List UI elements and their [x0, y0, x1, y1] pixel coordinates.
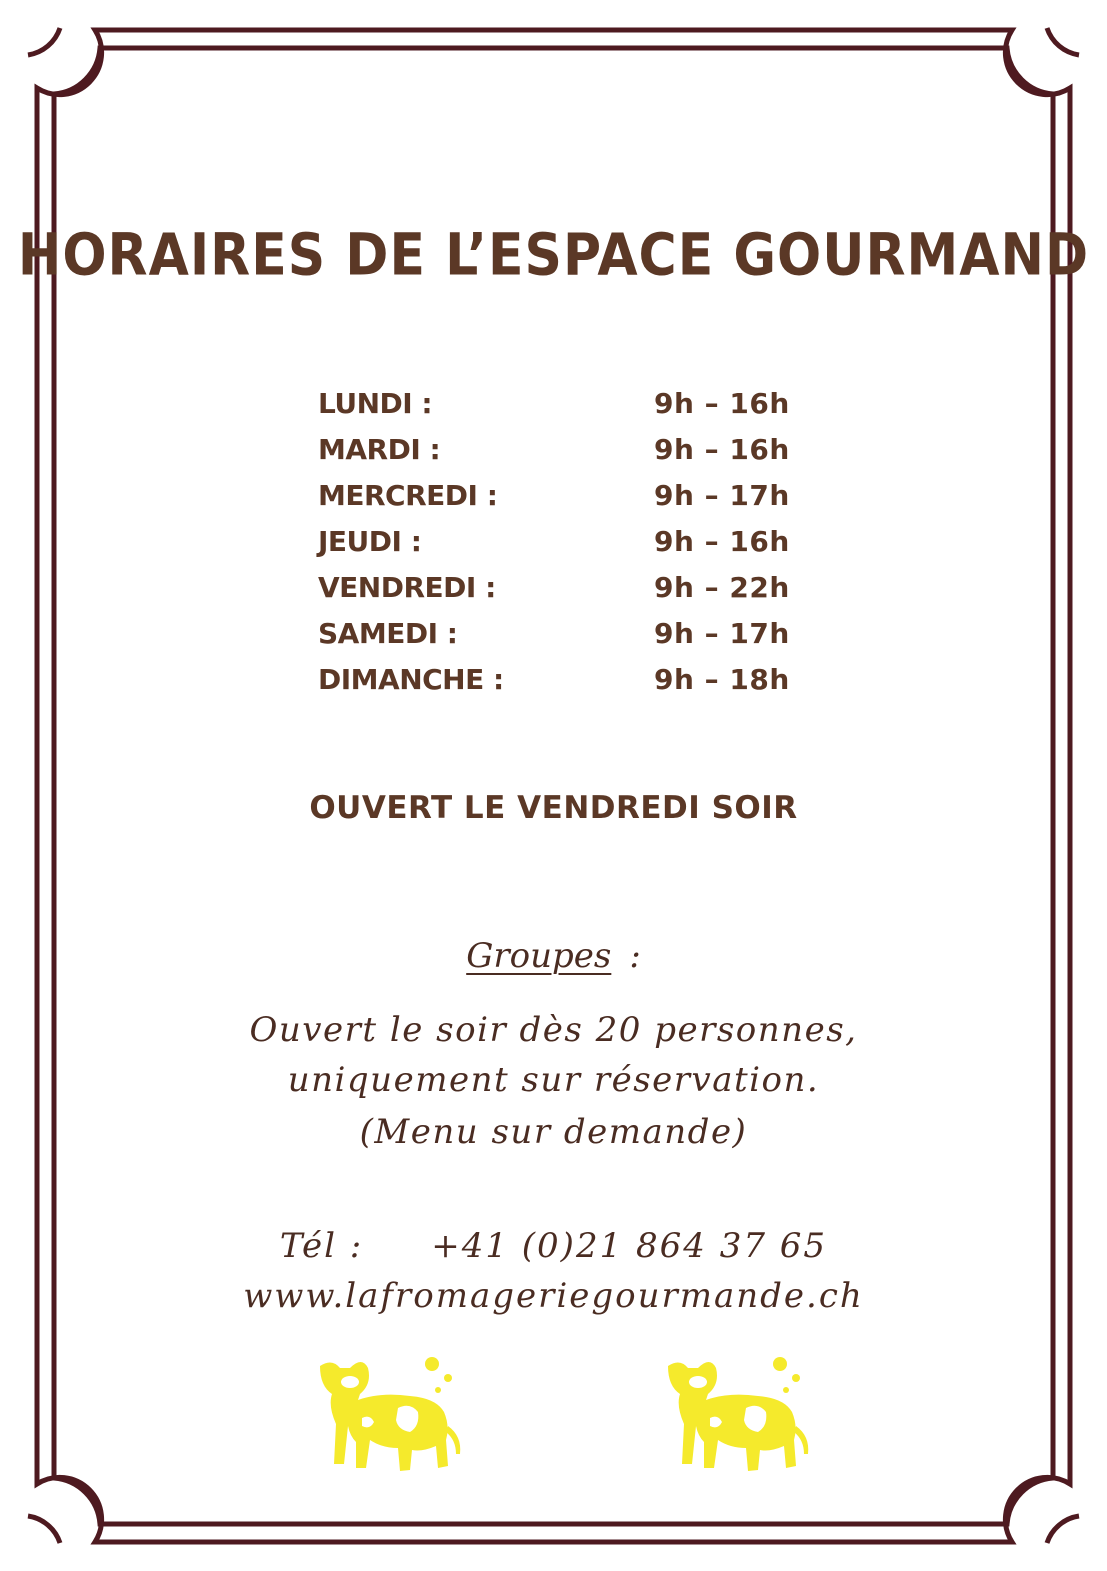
groups-line: uniquement sur réservation.: [287, 1060, 820, 1100]
groups-heading-colon: :: [629, 936, 641, 976]
cow-icon: [310, 1356, 470, 1478]
groups-heading-label: Groupes: [466, 936, 612, 976]
day-label: JEUDI :: [318, 525, 422, 558]
hours-value: 9h – 16h: [654, 387, 790, 420]
phone-line: [0, 1226, 1107, 1266]
schedule-row-sunday: [318, 660, 838, 706]
schedule-row-wednesday: [318, 476, 838, 522]
schedule-row-monday: [318, 384, 838, 430]
website-link[interactable]: www.lafromageriegourmande.ch: [243, 1276, 864, 1316]
groups-line: (Menu sur demande): [359, 1112, 748, 1152]
opening-hours-table: [318, 384, 838, 706]
groups-heading: [0, 936, 1107, 976]
phone-label: Tél :: [279, 1226, 364, 1266]
hours-value: 9h – 17h: [654, 617, 790, 650]
day-label: DIMANCHE :: [318, 663, 504, 696]
hours-value: 9h – 18h: [654, 663, 790, 696]
hours-value: 9h – 16h: [654, 433, 790, 466]
hours-value: 9h – 17h: [654, 479, 790, 512]
phone-number[interactable]: +41 (0)21 864 37 65: [431, 1226, 828, 1266]
day-label: MARDI :: [318, 433, 441, 466]
day-label: VENDREDI :: [318, 571, 496, 604]
day-label: MERCREDI :: [318, 479, 498, 512]
schedule-row-thursday: [318, 522, 838, 568]
cow-icon: [658, 1356, 818, 1478]
schedule-row-tuesday: [318, 430, 838, 476]
page-title: HORAIRES DE L’ESPACE GOURMAND: [17, 222, 1090, 290]
day-label: LUNDI :: [318, 387, 433, 420]
schedule-row-friday: [318, 568, 838, 614]
hours-value: 9h – 16h: [654, 525, 790, 558]
day-label: SAMEDI :: [318, 617, 458, 650]
hours-value: 9h – 22h: [654, 571, 790, 604]
friday-evening-note: OUVERT LE VENDREDI SOIR: [309, 790, 798, 826]
groups-line: Ouvert le soir dès 20 personnes,: [249, 1010, 858, 1050]
schedule-row-saturday: [318, 614, 838, 660]
